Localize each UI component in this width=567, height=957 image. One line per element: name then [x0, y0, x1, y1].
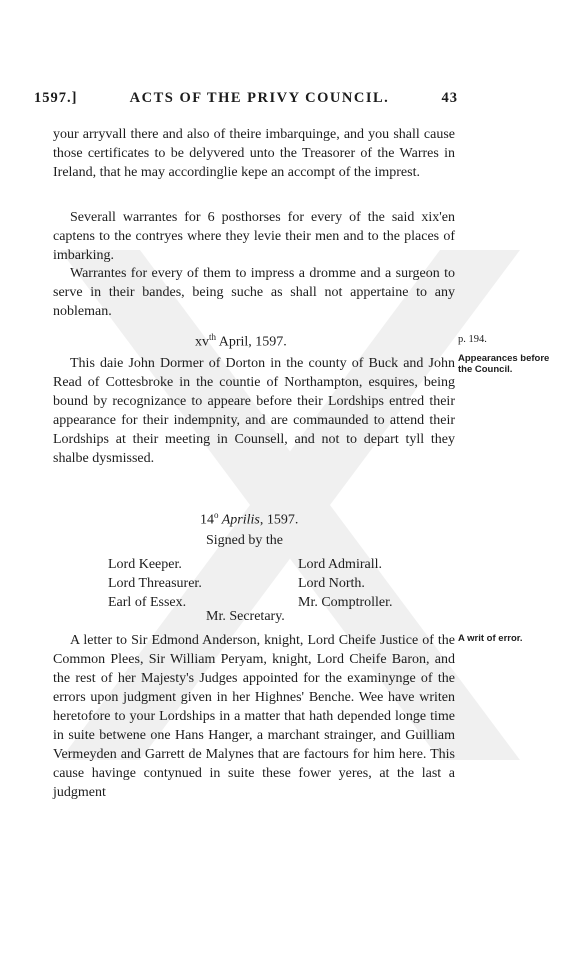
margin-page-ref: p. 194.: [458, 334, 487, 345]
paragraph-1: your arryvall there and also of theire imbarquinge, and you shall cause those certificates to be delyvered unto the Treasorer of the Warres in Ireland, that he may accordinglie kepe an accompt of the imprest.: [53, 127, 455, 180]
secretary-signatory: Mr. Secretary.: [206, 609, 285, 624]
date-heading-1: $xv^{th}$ April, 1597.: [195, 332, 287, 350]
margin-note-appearances: Appearances before the Council.: [458, 353, 550, 375]
signatory-row: Lord Threasurer. Lord North.: [108, 576, 365, 591]
header-year: 1597.]: [34, 90, 78, 106]
signatory-row: Earl of Essex. Mr. Comptroller.: [108, 595, 393, 610]
paragraph-2: Severall warrantes for 6 posthorses for every of the said xix'en captens to the contryes where they levie their men and to the places of imbarking.: [53, 210, 455, 263]
date-heading-2: 14$^o$ Aprilis, 1597.: [200, 510, 299, 528]
paragraph-3: Warrantes for every of them to impress a dromme and a surgeon to serve in their bandes, being suche as shall not appertaine to any nobleman.: [53, 266, 455, 319]
margin-note-writ: A writ of error.: [458, 633, 523, 644]
signatory-row: Lord Keeper. Lord Admirall.: [108, 557, 382, 572]
paragraph-5: A letter to Sir Edmond Anderson, knight, Lord Cheife Justice of the Common Plees, Sir William Peryam, knight, Lord Cheife Baron, and the rest of her Majesty's Judges appointed for the examinynge of the errors upon judgment given in her Highnes' Benche. Wee have writen heretofore to your Lordships in a matter that hath depended longe time in suite betwene one Hans Hanger, a marchant strainger, and Guilliam Vermeyden and Garrett de Malynes that are factours for him here. This cause havinge contynued in suite these fower yeres, at the last a judgment: [53, 633, 455, 800]
signatories-list: [108, 555, 428, 612]
header-title: ACTS OF THE PRIVY COUNCIL.: [129, 90, 390, 106]
signed-by-label: Signed by the: [206, 533, 283, 548]
page-number: 43: [441, 90, 458, 106]
paragraph-4: This daie John Dormer of Dorton in the county of Buck and John Read of Cottesbroke in the countie of Northampton, esquires, being bound by recognizance to appeare before their Lordships entred their appearance for their indempnity, and are commaunded to attend their Lordships at their meeting in Counsell, and not to depart tyll they shalbe dysmissed.: [53, 356, 455, 466]
page-header: [34, 90, 458, 107]
